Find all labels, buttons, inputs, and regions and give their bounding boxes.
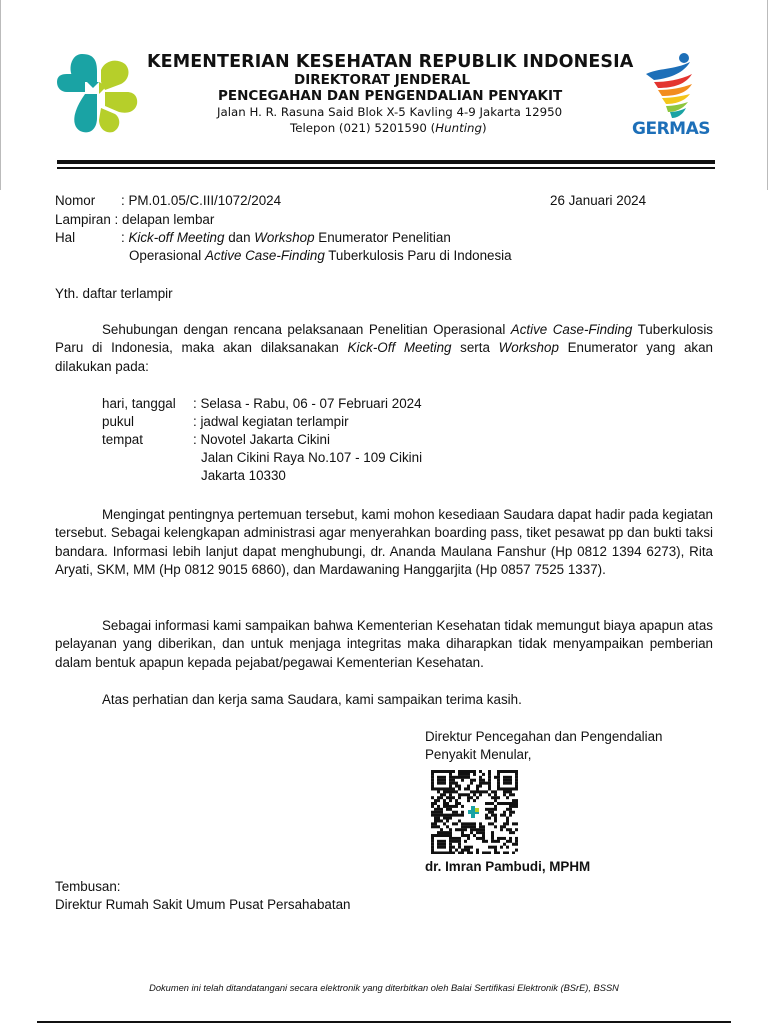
cc-label: Tembusan: bbox=[55, 879, 121, 894]
phone-italic: Hunting bbox=[435, 121, 482, 135]
nomor-label: Nomor bbox=[55, 193, 96, 208]
colon: : bbox=[193, 396, 201, 411]
paragraph-integrity: Sebagai informasi kami sampaikan bahwa Kementerian Kesehatan tidak memungut biaya apapun atas pelayanan yang diberikan, dan untuk menjaga integritas maka diharapkan tidak menyampaikan pemberian dalam bentuk apapun kepada pejabat/pegawai Kementerian Kesehatan. bbox=[55, 618, 713, 670]
kemenkes-logo bbox=[55, 52, 139, 136]
header-rule-thin bbox=[57, 167, 715, 169]
schedule-value: jadwal kegiatan terlampir bbox=[200, 414, 349, 429]
paragraph-closing: Atas perhatian dan kerja sama Saudara, kami sampaikan terima kasih. bbox=[102, 692, 522, 707]
footer-rule bbox=[37, 1021, 731, 1023]
schedule-row bbox=[102, 431, 422, 449]
hal-row bbox=[55, 229, 451, 247]
p1-a: Sehubungan dengan rencana pelaksanaan Penelitian Operasional bbox=[102, 322, 511, 337]
ministry-name: KEMENTERIAN KESEHATAN REPUBLIK INDONESIA bbox=[147, 52, 634, 72]
colon: : bbox=[193, 414, 201, 429]
hal-line1 bbox=[128, 229, 450, 247]
schedule-block bbox=[102, 395, 422, 485]
qr-center-logo-icon bbox=[467, 804, 482, 819]
germas-logo bbox=[640, 50, 704, 120]
address-line: Jalan H. R. Rasuna Said Blok X-5 Kavling 4-9 Jakarta 12950 bbox=[217, 105, 563, 119]
schedule-label: pukul bbox=[102, 414, 135, 429]
hal-line2 bbox=[129, 247, 512, 265]
p1-c: Tuberkulosis Paru di Indonesia, maka akan dilaksanakan bbox=[55, 322, 713, 356]
hal-label: Hal bbox=[55, 230, 76, 245]
p1-acf: Active Case-Finding bbox=[510, 322, 633, 337]
recipient: Yth. daftar terlampir bbox=[55, 286, 173, 301]
lampiran-row bbox=[55, 211, 214, 229]
nomor-row bbox=[55, 192, 281, 210]
schedule-label: tempat bbox=[102, 432, 143, 447]
p1-workshop: Workshop bbox=[498, 340, 559, 356]
hal-kickoff: Kick-off Meeting bbox=[128, 230, 225, 245]
hal-dan: dan bbox=[224, 230, 255, 245]
venue-city-row bbox=[102, 467, 422, 485]
lampiran-label: Lampiran bbox=[55, 212, 111, 227]
phone-suffix: ) bbox=[482, 121, 487, 135]
scan-edge bbox=[0, 0, 1, 190]
colon: : bbox=[121, 230, 129, 245]
signatory-name: dr. Imran Pambudi, MPHM bbox=[425, 859, 591, 874]
schedule-value: Novotel Jakarta Cikini bbox=[200, 432, 330, 447]
paragraph-opening bbox=[55, 321, 713, 376]
signatory-title-1: Direktur Pencegahan dan Pengendalian bbox=[425, 729, 663, 744]
hal-workshop: Workshop bbox=[254, 230, 315, 245]
e-sign-footer: Dokumen ini telah ditandatangani secara elektronik yang diterbitkan oleh Balai Sertifikasi Elektronik (BSrE), BSSN bbox=[149, 983, 619, 993]
signatory-title-2: Penyakit Menular, bbox=[425, 747, 532, 762]
colon: : bbox=[193, 432, 201, 447]
header-rule-thick bbox=[57, 160, 715, 164]
hal-operasional: Operasional bbox=[129, 248, 205, 263]
phone-line bbox=[290, 121, 487, 135]
directorate-name: DIREKTORAT JENDERAL bbox=[294, 72, 471, 88]
p1-g: Enumerator yang akan dilakukan pada: bbox=[55, 340, 713, 374]
colon: : bbox=[110, 212, 122, 227]
schedule-row bbox=[102, 395, 422, 413]
nomor-value: PM.01.05/C.III/1072/2024 bbox=[128, 193, 282, 208]
venue-street: Jalan Cikini Raya No.107 - 109 Cikini bbox=[201, 450, 423, 465]
venue-address bbox=[102, 449, 422, 467]
division-name: PENCEGAHAN DAN PENGENDALIAN PENYAKIT bbox=[218, 88, 563, 104]
p1-kickoff: Kick-Off Meeting bbox=[347, 340, 452, 356]
lampiran-value: delapan lembar bbox=[122, 212, 215, 227]
p1-e: serta bbox=[451, 340, 499, 356]
germas-label: GERMAS bbox=[632, 119, 710, 139]
schedule-value: Selasa - Rabu, 06 - 07 Februari 2024 bbox=[200, 396, 422, 411]
cc-item: Direktur Rumah Sakit Umum Pusat Persahabatan bbox=[55, 897, 351, 912]
letter-date: 26 Januari 2024 bbox=[550, 193, 647, 208]
colon: : bbox=[121, 193, 129, 208]
paragraph-attendance: Mengingat pentingnya pertemuan tersebut, kami mohon kesediaan Saudara dapat hadir pada kegiatan tersebut. Sebagai kelengkapan administrasi agar menyerahkan boarding pass, tiket pesawat pp dan bukti taksi bandara. Informasi lebih lanjut dapat menghubungi, dr. Ananda Maulana Fanshur (Hp 0812 1394 6273), Rita Aryati, SKM, MM (Hp 0812 9015 6860), dan Mardawaning Hanggarjita (Hp 0857 7525 1337). bbox=[55, 507, 713, 578]
signature-qr-code bbox=[431, 770, 519, 854]
venue-city: Jakarta 10330 bbox=[201, 468, 286, 483]
schedule-row bbox=[102, 413, 422, 431]
hal-acf: Active Case-Finding bbox=[204, 248, 325, 263]
schedule-label: hari, tanggal bbox=[102, 396, 176, 411]
hal-tb: Tuberkulosis Paru di Indonesia bbox=[324, 248, 512, 263]
hal-enumerator: Enumerator Penelitian bbox=[314, 230, 451, 245]
phone-prefix: Telepon (021) 5201590 ( bbox=[290, 121, 436, 135]
